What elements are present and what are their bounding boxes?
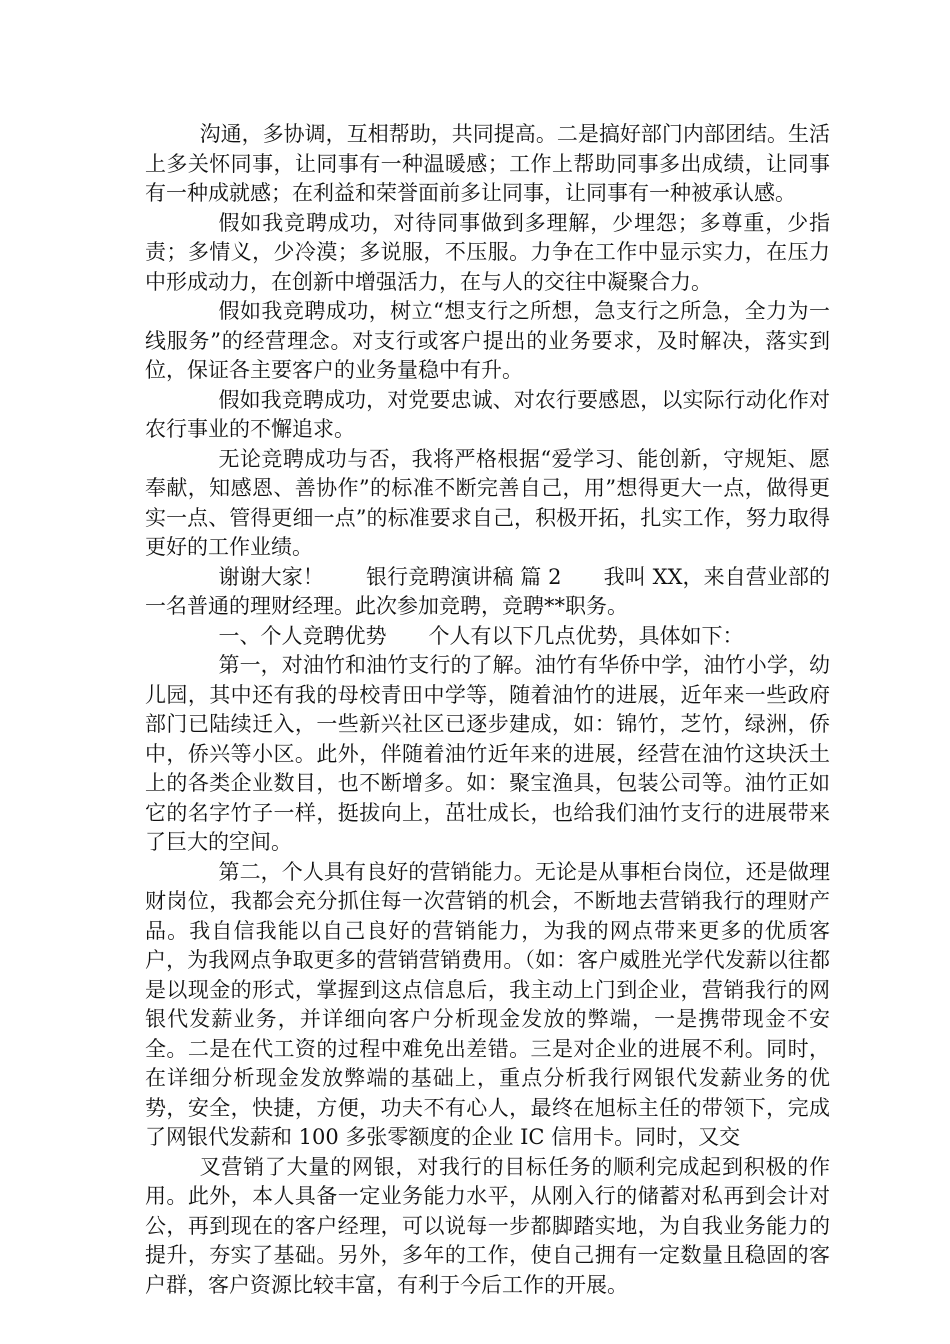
paragraph-3: 假如我竞聘成功，树立“想支行之所想，急支行之所急，全力为一线服务”的经营理念。对支行或客户提出的业务要求，及时解决，落实到位，保证各主要客户的业务量稳中有升。 (145, 299, 830, 382)
paragraph-9: 第二，个人具有良好的营销能力。无论是从事柜台岗位，还是做理财岗位，我都会充分抓住每一次营销的机会，不断地去营销我行的理财产品。我自信我能以自己良好的营销能力，为我的网点带来更多的优质客户，为我网点争取更多的营销营销费用。（如：客户威胜光学代发薪以往都是以现金的形式，掌握到这点信息后，我主动上门到企业，营销我行的网银代发薪业务，并详细向客户分析现金发放的弊端，一是携带现金不安全。二是在代工资的过程中难免出差错。三是对企业的进展不利。同时，在详细分析现金发放弊端的基础上，重点分析我行网银代发薪业务的优势，安全，快捷，方便，功夫不有心人，最终在旭标主任的带领下，完成了网银代发薪和 100 多张零额度的企业 IC 信用卡。同时，又交 (145, 859, 830, 1149)
paragraph-6: 谢谢大家！ 银行竞聘演讲稿 篇 2 我叫 XX，来自营业部的一名普通的理财经理。此次参加竞聘，竞聘**职务。 (145, 564, 830, 618)
document-body (145, 120, 830, 1300)
paragraph-8: 第一，对油竹和油竹支行的了解。油竹有华侨中学，油竹小学，幼儿园，其中还有我的母校青田中学等，随着油竹的进展，近年来一些政府部门已陆续迁入，一些新兴社区已逐步建成，如：锦竹，芝竹，绿洲，侨中，侨兴等小区。此外，伴随着油竹近年来的进展，经营在油竹这块沃土上的各类企业数目，也不断增多。如：聚宝渔具，包装公司等。油竹正如它的名字竹子一样，挺拔向上，茁壮成长，也给我们油竹支行的进展带来了巨大的空间。 (145, 653, 830, 854)
paragraph-4: 假如我竞聘成功，对党要忠诚、对农行要感恩，以实际行动化作对农行事业的不懈追求。 (145, 387, 830, 441)
paragraph-1: 沟通，多协调，互相帮助，共同提高。二是搞好部门内部团结。生活上多关怀同事，让同事有一种温暖感；工作上帮助同事多出成绩，让同事有一种成就感；在利益和荣誉面前多让同事，让同事有一种被承认感。 (145, 122, 830, 205)
paragraph-10: 叉营销了大量的网银，对我行的目标任务的顺利完成起到积极的作用。此外，本人具备一定业务能力水平，从刚入行的储蓄对私再到会计对公，再到现在的客户经理，可以说每一步都脚踏实地，为自我业务能力的提升，夯实了基础。另外，多年的工作，使自己拥有一定数量且稳固的客户群，客户资源比较丰富，有利于今后工作的开展。 (145, 1154, 830, 1297)
paragraph-2: 假如我竞聘成功，对待同事做到多理解，少埋怨；多尊重，少指责；多情义，少冷漠；多说服，不压服。力争在工作中显示实力，在压力 中形成动力，在创新中增强活力，在与人的交往中凝聚合力。 (145, 210, 830, 294)
paragraph-5: 无论竞聘成功与否，我将严格根据“爱学习、能创新，守规矩、愿奉献，知感恩、善协作”的标准不断完善自己，用”想得更大一点，做得更实一点、管得更细一点”的标准要求自己，积极开拓，扎实工作，努力取得更好的工作业绩。 (145, 446, 830, 559)
paragraph-7: 一、个人竞聘优势 个人有以下几点优势，具体如下： (218, 623, 744, 648)
